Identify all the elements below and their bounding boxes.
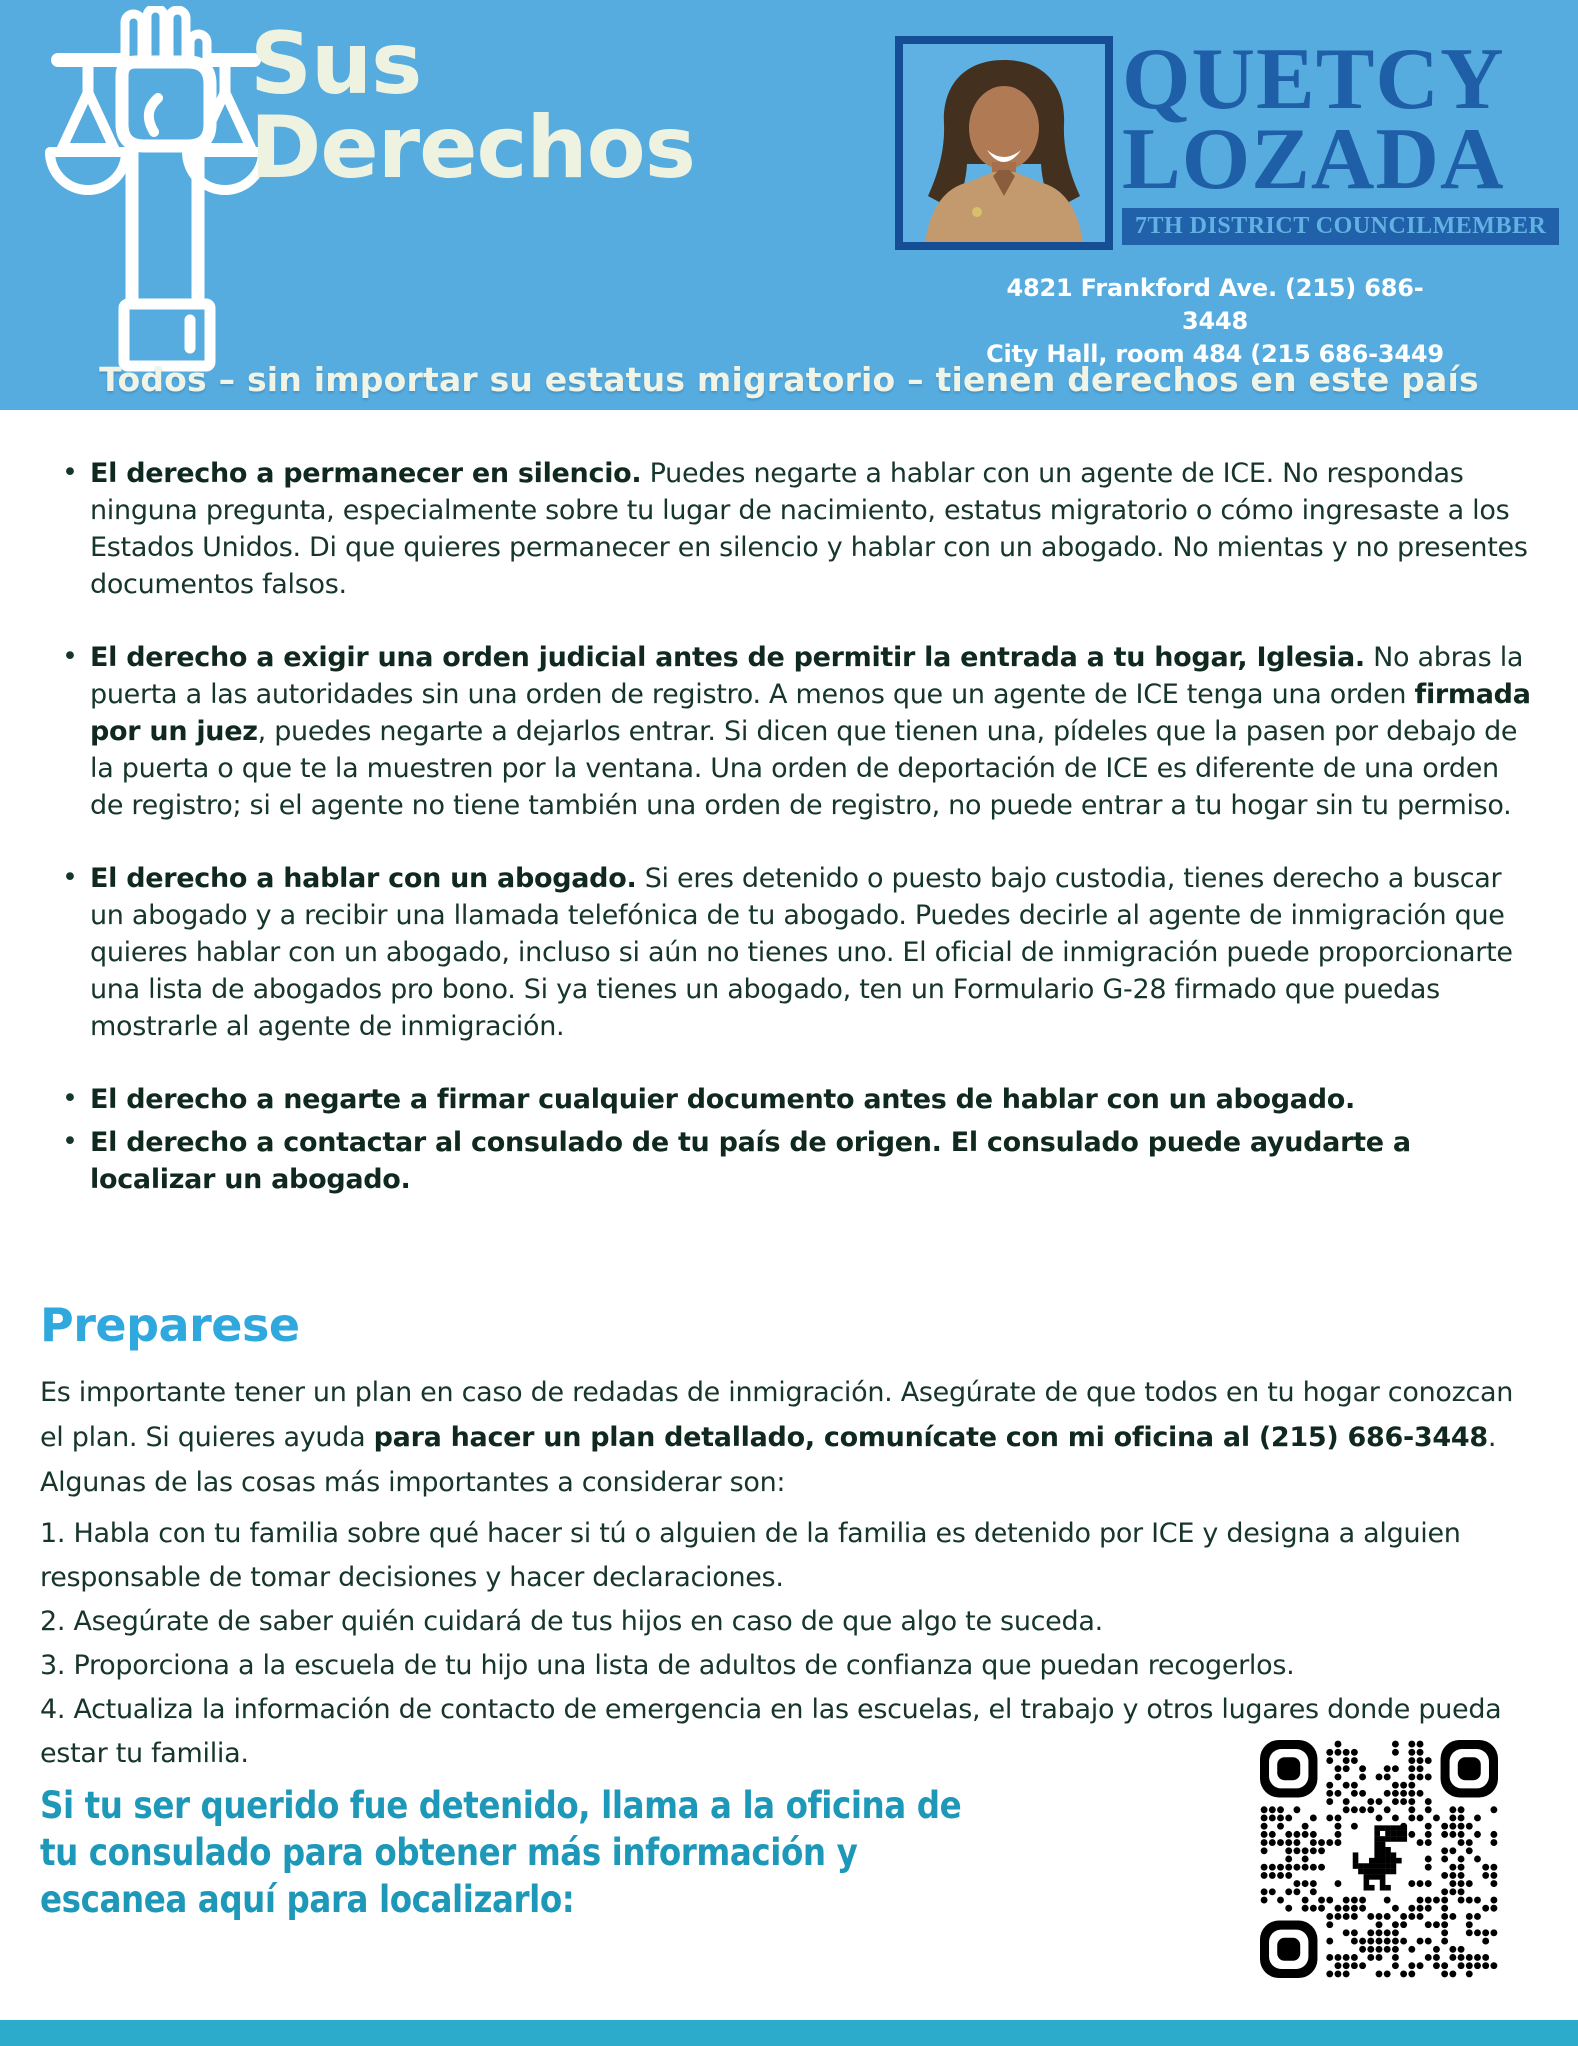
official-first-name: QUETCY [1122,31,1505,128]
qr-code [1260,1740,1498,1978]
rights-item-bold: El derecho a negarte a firmar cualquier documento antes de hablar con un abogado. [90,1084,1355,1115]
page-title-line1: Sus [250,14,422,114]
councilmember-photo [895,36,1113,250]
preparese-intro [40,1370,1542,1505]
rights-item [60,1081,1538,1118]
rights-item [60,860,1538,1045]
rights-item-bold: El derecho a permanecer en silencio. [90,458,642,489]
contact-line2: City Hall, room 484 (215 686-3449 [986,340,1444,368]
preparese-step: 2. Asegúrate de saber quién cuidará de tus hijos en caso de que algo te suceda. [40,1606,1103,1637]
rights-banner: Todos – sin importar su estatus migratorio – tienen derechos en este país [99,360,1479,399]
consulate-cta-text: Si tu ser querido fue detenido, llama a la oficina de tu consulado para obtener más información y escanea aquí para localizarlo: [40,1784,962,1921]
contact-info [980,272,1450,371]
rights-item-text: , puedes negarte a dejarlos entrar. Si dicen que tienen una, pídeles que la pasen por debajo de la puerta o que te la muestren por la ventana. Una orden de deportación de ICE es diferente de una orden de registro; si el agente no tiene también una orden de registro, no puede entrar a tu hogar sin tu permiso. [90,716,1518,821]
footer-accent-bar [0,2020,1578,2046]
rights-item-bold: firmada por un juez [90,679,1531,747]
rights-list [60,455,1538,1198]
header-band [0,0,1578,410]
page-title [250,14,695,198]
preparese-step: 3. Proporciona a la escuela de tu hijo una lista de adultos de confianza que puedan recogerlos. [40,1650,1295,1681]
rights-item-text: No abras la puerta a las autoridades sin una orden de registro. A menos que un agente de ICE tenga una orden [90,642,1524,710]
intro-text: . Algunas de las cosas más importantes a considerar son: [40,1422,1497,1498]
rights-item [60,639,1538,824]
official-name-block [1122,31,1572,245]
contact-line1: 4821 Frankford Ave. (215) 686-3448 [1006,274,1424,335]
rights-item-text: Puedes negarte a hablar con un agente de ICE. No respondas ninguna pregunta, especialmente sobre tu lugar de nacimiento, estatus migratorio o cómo ingresaste a los Estados Unidos. Di que quieres permanecer en silencio y hablar con un abogado. No mientas y no presentes documentos falsos. [90,458,1528,600]
justice-fist-icon [28,6,278,378]
page-title-line2: Derechos [250,98,695,198]
preparese-steps [40,1512,1542,1776]
official-last-name: LOZADA [1122,111,1505,208]
rights-item-bold: El derecho a contactar al consulado de tu país de origen. El consulado puede ayudarte a localizar un abogado. [90,1127,1411,1195]
intro-text: Es importante tener un plan en caso de redadas de inmigración. Asegúrate de que todos en tu hogar conozcan el plan. Si quieres ayuda [40,1377,1514,1453]
preparese-heading: Preparese [40,1298,300,1352]
rights-item [60,455,1538,603]
rights-item-bold: El derecho a exigir una orden judicial antes de permitir la entrada a tu hogar, Iglesia. [90,642,1365,673]
rights-item-text: Si eres detenido o puesto bajo custodia, tienes derecho a buscar un abogado y a recibir una llamada telefónica de tu abogado. Puedes decirle al agente de inmigración que quieres hablar con un abogado, incluso si aún no tienes uno. El oficial de inmigración puede proporcionarte una lista de abogados pro bono. Si ya tienes un abogado, ten un Formulario G-28 firmado que puedas mostrarle al agente de inmigración. [90,863,1513,1042]
rights-item-bold: El derecho a hablar con un abogado. [90,863,637,894]
preparese-step: 1. Habla con tu familia sobre qué hacer si tú o alguien de la familia es detenido por ICE y designa a alguien responsable de tomar decisiones y hacer declaraciones. [40,1518,1461,1593]
district-badge: 7TH DISTRICT COUNCILMEMBER [1122,208,1559,245]
rights-item [60,1124,1538,1198]
intro-bold: para hacer un plan detallado, comunícate con mi oficina al (215) 686-3448 [373,1422,1488,1453]
preparese-step: 4. Actualiza la información de contacto de emergencia en las escuelas, el trabajo y otros lugares donde pueda estar tu familia. [40,1694,1502,1769]
